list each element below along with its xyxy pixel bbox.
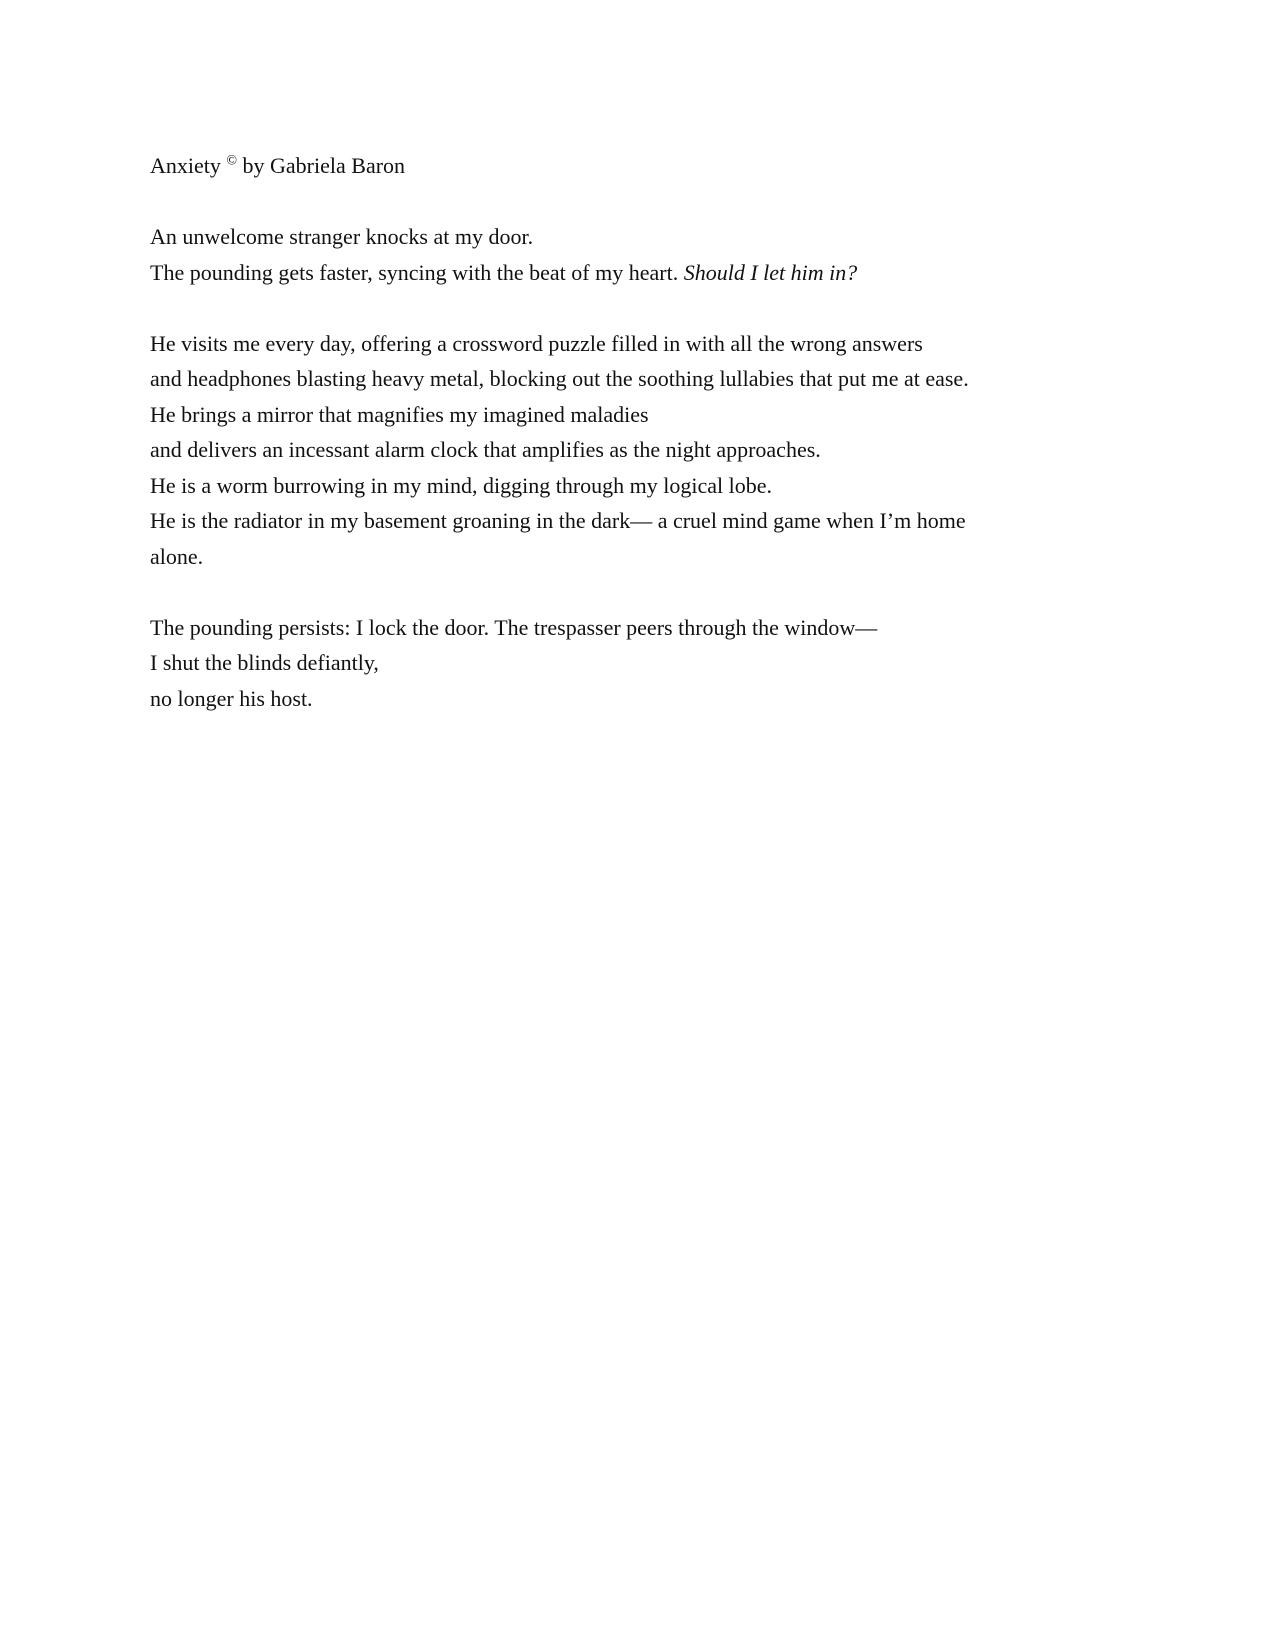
copyright-symbol: © [226,153,238,169]
stanza-2-line-7: alone. [150,543,204,569]
stanza-1-line-2 [150,255,1150,291]
stanza-3 [150,610,1150,717]
stanza-2-line-1: He visits me every day, offering a crossword puzzle filled in with all the wrong answers [150,330,923,356]
stanza-1-line-1: An unwelcome stranger knocks at my door. [150,224,534,249]
stanza-2-line-4: and delivers an incessant alarm clock that amplifies as the night approaches. [150,437,821,462]
stanza-3-line-2: I shut the blinds defiantly, [150,650,379,675]
stanza-2-line-2: and headphones blasting heavy metal, blocking out the soothing lullabies that put me at ease. [150,366,969,391]
stanza-2 [150,326,1150,575]
stanza-2-line-5: He is a worm burrowing in my mind, digging through my logical lobe. [150,472,773,498]
stanza-1-line-2-italic: Should I let him in? [683,259,858,285]
stanza-3-line-1: The pounding persists: I lock the door. The trespasser peers through the window— [150,614,878,640]
stanza-1-line-2-text: The pounding gets faster, syncing with the beat of my heart. [150,259,679,285]
stanza-1 [150,219,1150,290]
poem-title-line [150,148,1150,184]
poem-body [150,148,1150,716]
stanza-2-line-3: He brings a mirror that magnifies my imagined maladies [150,401,649,427]
poem-title: Anxiety [150,153,221,178]
stanza-3-line-3: no longer his host. [150,685,313,711]
stanza-2-line-6: He is the radiator in my basement groaning in the dark— a cruel mind game when I’m home [150,508,966,533]
poem-byline: by Gabriela Baron [242,153,406,178]
